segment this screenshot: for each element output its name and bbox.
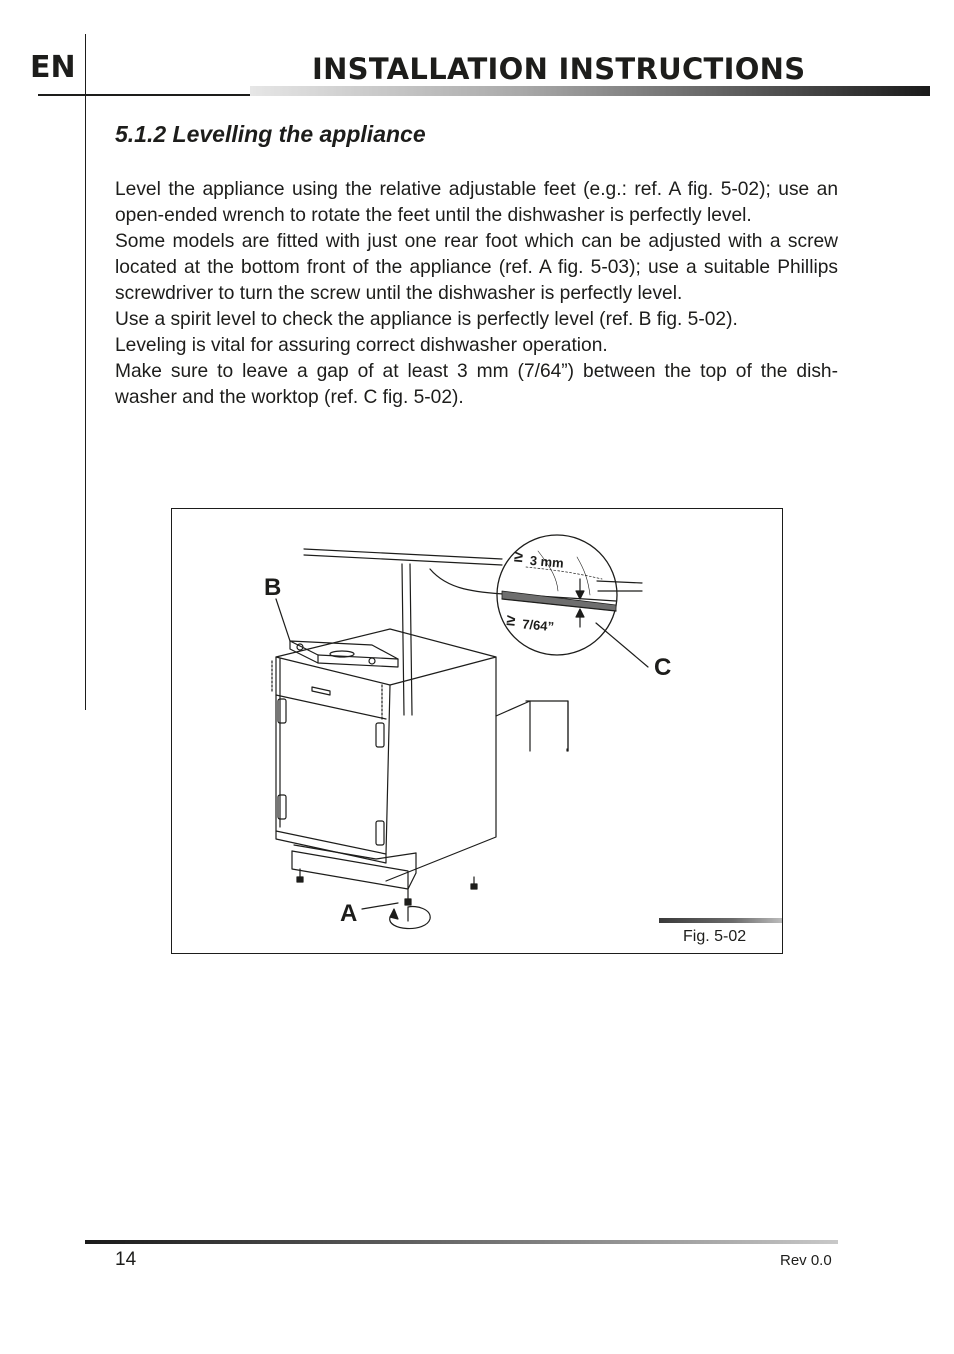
header-gradient-bar [250,86,930,96]
page-number: 14 [115,1249,137,1270]
ref-b-leader [276,599,290,641]
paragraph: Some models are fitted with just one rear foot which can be adjusted with a screw located at the bottom front of the appliance (ref. A fig. 5-03); use a suitable Phillips screwdriver to turn the screw until the dishwasher is perfectly level. [115,231,838,304]
geq-symbol: ≥ [505,612,517,630]
page-title: INSTALLATION INSTRUCTIONS [312,52,806,86]
figure-caption-bar [659,918,782,923]
paragraph: Make sure to leave a gap of at least 3 mm (7/64”) between the top of the dish-washer and the worktop (ref. C fig. 5-02). [115,361,838,408]
language-code: EN [30,50,76,85]
section-heading: 5.1.2 Levelling the appliance [115,121,426,147]
ref-c-leader [596,623,648,667]
revision-label: Rev 0.0 [780,1252,832,1269]
paragraph: Leveling is vital for assuring correct dishwasher operation. [115,335,608,356]
gap-metric-label: 3 mm [529,552,565,571]
ref-a-leader [362,903,398,909]
dishwasher-side [386,657,496,881]
label-b: B [264,574,282,601]
figure-caption: Fig. 5-02 [683,928,747,945]
geq-symbol: ≥ [513,548,524,567]
left-margin-rule [85,34,86,710]
body-text [115,177,838,411]
niche-left-wall [402,564,404,715]
paragraph: Level the appliance using the relative adjustable feet (e.g.: ref. A fig. 5-02); use an open-ended wrench to rotate the feet until the dishwasher is perfectly level. [115,179,838,226]
dishwasher-levelling-illustration [172,509,782,953]
paragraph: Use a spirit level to check the appliance is perfectly level (ref. B fig. 5-02). [115,309,738,330]
footer-rule [85,1240,838,1244]
label-a: A [340,900,358,927]
label-c: C [654,654,672,681]
dishwasher-front [276,657,386,854]
gap-imperial-label: 7/64” [521,616,555,635]
figure-5-02 [171,508,783,954]
header-rule-left [38,94,250,96]
